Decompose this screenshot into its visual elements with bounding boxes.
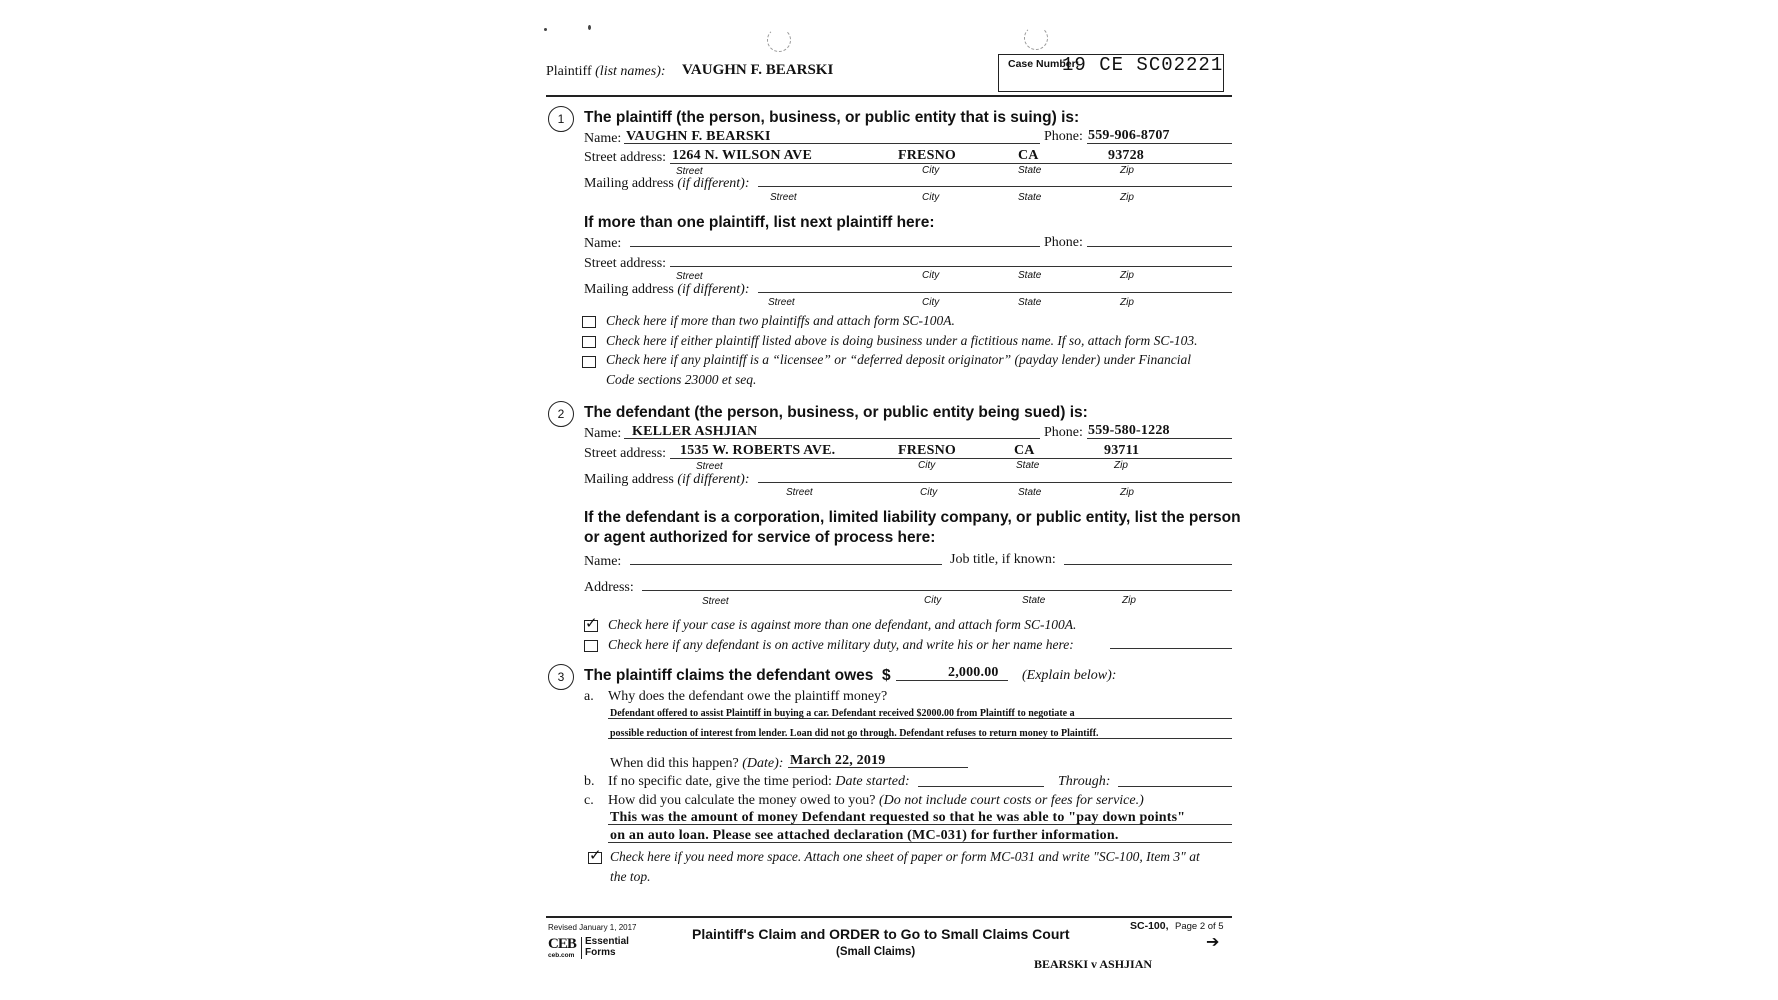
punch-hole	[767, 28, 791, 52]
essential-forms-logo-top: Essential	[585, 936, 629, 947]
ceb-logo-site: ceb.com	[548, 952, 575, 959]
claim-amount-value: 2,000.00	[948, 665, 999, 680]
plaintiff-street-label: Street address:	[584, 150, 667, 165]
checkbox-more-plaintiffs[interactable]	[582, 316, 596, 328]
item-c-label: c.	[584, 793, 594, 808]
defendant-name-value: KELLER ASHJIAN	[632, 424, 758, 439]
item-b-label: b.	[584, 774, 595, 789]
defendant-street-value: 1535 W. ROBERTS AVE.	[680, 443, 836, 458]
item-a-label: a.	[584, 689, 594, 704]
item-c-answer-1: This was the amount of money Defendant requested so that he was able to "pay down points"	[610, 810, 1186, 825]
plaintiff-phone-value: 559-906-8707	[1088, 128, 1170, 143]
footer-short-title: BEARSKI v ASHJIAN	[1034, 957, 1153, 971]
check-more-defendants-text: Check here if your case is against more than one defendant, and attach form SC-100A.	[608, 617, 1077, 632]
revised-date: Revised January 1, 2017	[548, 923, 637, 932]
plaintiff-mailing-line	[758, 186, 1232, 187]
caption-city: City	[924, 595, 942, 606]
footer-form-id: SC-100,	[1130, 920, 1169, 932]
section-1-number: 1	[548, 106, 574, 132]
agent-name-label: Name:	[584, 554, 622, 569]
plaintiff-phone-label: Phone:	[1044, 129, 1083, 144]
plaintiff2-mailing-label: Mailing address (if different):	[584, 282, 750, 297]
caption-state: State	[1018, 297, 1042, 308]
item-a-question: Why does the defendant owe the plaintiff money?	[608, 689, 888, 704]
caption-zip: Zip	[1120, 297, 1134, 308]
defendant-state-value: CA	[1014, 443, 1035, 458]
caption-street: Street	[786, 487, 813, 498]
plaintiff2-phone-line	[1087, 246, 1232, 247]
checkbox-more-defendants[interactable]	[584, 614, 598, 632]
agent-name-line	[630, 564, 942, 565]
defendant-phone-value: 559-580-1228	[1088, 423, 1170, 438]
defendant-zip-value: 93711	[1104, 443, 1140, 458]
caption-street: Street	[768, 297, 795, 308]
header-rule	[546, 95, 1232, 97]
date-started-line	[918, 786, 1044, 787]
check-licensee-text: Check here if any plaintiff is a “licensee” or “deferred deposit originator” (payday lender) under Financial	[606, 352, 1192, 367]
caption-city: City	[922, 165, 940, 176]
caption-street: Street	[676, 271, 703, 282]
checkbox-licensee[interactable]	[582, 356, 596, 368]
caption-state: State	[1018, 165, 1042, 176]
plaintiff-street-value: 1264 N. WILSON AVE	[672, 148, 813, 163]
caption-city: City	[922, 297, 940, 308]
caption-zip: Zip	[1114, 460, 1128, 471]
more-space-text-2: the top.	[610, 869, 651, 884]
corp-agent-heading-1: If the defendant is a corporation, limited liability company, or public entity, list the person	[584, 509, 1241, 526]
second-plaintiff-heading: If more than one plaintiff, list next plaintiff here:	[584, 214, 935, 231]
ceb-logo	[548, 936, 628, 962]
check-licensee-text-2: Code sections 23000 et seq.	[606, 372, 757, 387]
footer-rule	[546, 916, 1232, 918]
logo-divider	[581, 937, 582, 959]
scan-speck	[588, 25, 591, 30]
caption-city: City	[918, 460, 936, 471]
check-fictitious-name-text: Check here if either plaintiff listed above is doing business under a fictitious name. If so, attach form SC-103.	[606, 333, 1198, 348]
plaintiff2-name-label: Name:	[584, 236, 622, 251]
plaintiff2-name-line	[630, 246, 1040, 247]
agent-job-title-label: Job title, if known:	[950, 552, 1056, 567]
checkbox-more-space[interactable]	[588, 846, 602, 864]
ceb-logo-mark: CEB	[548, 936, 576, 952]
plaintiff-header-label: Plaintiff (list names):	[546, 64, 666, 79]
plaintiff-header-names: VAUGHN F. BEARSKI	[682, 62, 834, 78]
plaintiff-state-value: CA	[1018, 148, 1039, 163]
caption-zip: Zip	[1120, 270, 1134, 281]
footer-form-subtitle: (Small Claims)	[836, 946, 916, 958]
punch-hole	[1024, 26, 1048, 50]
section-1-heading: The plaintiff (the person, business, or public entity that is suing) is:	[584, 109, 1080, 126]
when-value: March 22, 2019	[790, 753, 886, 768]
next-page-arrow-icon: ➔	[1206, 932, 1220, 951]
plaintiff2-street-label: Street address:	[584, 256, 667, 271]
when-label: When did this happen? (Date):	[610, 756, 784, 771]
caption-zip: Zip	[1120, 192, 1134, 203]
caption-state: State	[1018, 487, 1042, 498]
defendant-mailing-line	[758, 482, 1232, 483]
checkmark-icon: ✓	[585, 614, 598, 632]
defendant-street-label: Street address:	[584, 446, 667, 461]
item-b-text: If no specific date, give the time period: Date started:	[608, 774, 910, 789]
footer-page-number: Page 2 of 5	[1175, 921, 1224, 932]
caption-city: City	[922, 270, 940, 281]
plaintiff-zip-value: 93728	[1108, 148, 1144, 163]
caption-state: State	[1018, 270, 1042, 281]
caption-zip: Zip	[1122, 595, 1136, 606]
scan-speck	[544, 28, 547, 31]
item-a-answer-1: Defendant offered to assist Plaintiff in buying a car. Defendant received $2000.00 from Plaintiff to negotiate a	[610, 708, 1075, 719]
plaintiff-city-value: FRESNO	[898, 148, 956, 163]
section-3-heading: The plaintiff claims the defendant owes $	[584, 667, 891, 684]
caption-zip: Zip	[1120, 487, 1134, 498]
defendant-phone-label: Phone:	[1044, 425, 1083, 440]
case-number-label: Case Number:	[1008, 58, 1080, 70]
caption-city: City	[920, 487, 938, 498]
agent-job-title-line	[1064, 564, 1232, 565]
plaintiff2-phone-label: Phone:	[1044, 235, 1083, 250]
plaintiff-mailing-label: Mailing address (if different):	[584, 176, 750, 191]
military-name-line	[1110, 648, 1232, 649]
caption-street: Street	[696, 461, 723, 472]
through-label: Through:	[1058, 774, 1111, 789]
plaintiff2-mailing-line	[758, 292, 1232, 293]
item-c-question: How did you calculate the money owed to you? (Do not include court costs or fees for service.)	[608, 793, 1144, 808]
section-3-number: 3	[548, 664, 574, 690]
check-military-duty-text: Check here if any defendant is on active military duty, and write his or her name here:	[608, 637, 1074, 652]
case-number-value: 19 CE SC02221	[1062, 54, 1224, 76]
caption-zip: Zip	[1120, 165, 1134, 176]
agent-address-line	[642, 590, 1232, 591]
check-more-plaintiffs-text: Check here if more than two plaintiffs and attach form SC-100A.	[606, 313, 955, 328]
item-c-answer-2: on an auto loan. Please see attached declaration (MC-031) for further information.	[610, 828, 1119, 843]
caption-street: Street	[676, 166, 703, 177]
section-2-heading: The defendant (the person, business, or public entity being sued) is:	[584, 404, 1088, 421]
defendant-mailing-label: Mailing address (if different):	[584, 472, 750, 487]
agent-address-label: Address:	[584, 580, 634, 595]
caption-state: State	[1016, 460, 1040, 471]
caption-state: State	[1022, 595, 1046, 606]
caption-street: Street	[770, 192, 797, 203]
more-space-text-1: Check here if you need more space. Attach one sheet of paper or form MC-031 and write "SC-100, Item 3" at	[610, 849, 1200, 864]
checkbox-fictitious-name[interactable]	[582, 336, 596, 348]
essential-forms-logo-bottom: Forms	[585, 947, 616, 958]
plaintiff-name-label: Name:	[584, 131, 622, 146]
plaintiff2-street-line	[670, 266, 1232, 267]
caption-city: City	[922, 192, 940, 203]
corp-agent-heading-2: or agent authorized for service of process here:	[584, 529, 936, 546]
explain-below-label: (Explain below):	[1022, 668, 1117, 683]
plaintiff-name-value: VAUGHN F. BEARSKI	[626, 129, 771, 144]
section-2-number: 2	[548, 401, 574, 427]
defendant-name-label: Name:	[584, 426, 622, 441]
item-a-answer-2: possible reduction of interest from lender. Loan did not go through. Defendant refuses to return money to Plaintiff.	[610, 728, 1099, 739]
defendant-city-value: FRESNO	[898, 443, 956, 458]
checkbox-military-duty[interactable]	[584, 640, 598, 652]
checkmark-icon: ✓	[589, 846, 602, 864]
through-line	[1118, 786, 1232, 787]
footer-form-title: Plaintiff's Claim and ORDER to Go to Small Claims Court	[692, 926, 1070, 942]
caption-state: State	[1018, 192, 1042, 203]
caption-street: Street	[702, 596, 729, 607]
